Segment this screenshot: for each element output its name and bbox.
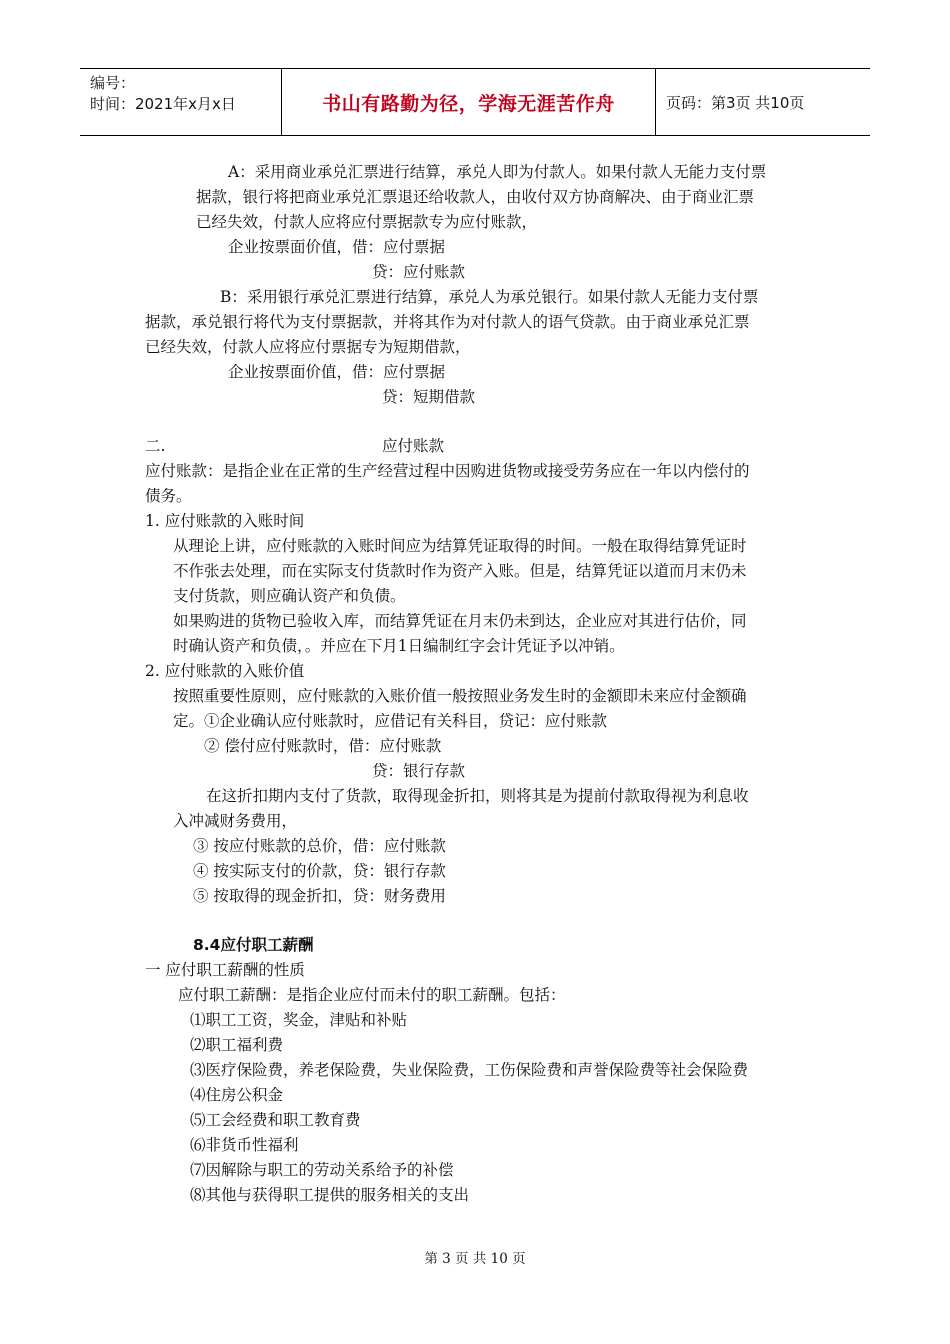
list-item: ④ 按实际支付的价款，贷：银行存款 [193, 862, 446, 880]
section-title: 8.4应付职工薪酬 [193, 936, 314, 954]
journal-entry-credit: 贷：应付账款 [372, 263, 466, 281]
header-meta [80, 69, 281, 135]
list-item: ⑷住房公积金 [190, 1086, 284, 1104]
paragraph-line: 已经失效，付款人应将应付票据专为短期借款， [145, 338, 471, 356]
paragraph-line: 应付职工薪酬：是指企业应付而未付的职工薪酬。包括： [178, 986, 566, 1004]
document-date: 时间：2021年x月x日 [90, 95, 236, 113]
paragraph-line: B：采用银行承兑汇票进行结算，承兑人为承兑银行。如果付款人无能力支付票 [220, 288, 759, 306]
journal-entry-debit: ② 偿付应付账款时，借：应付账款 [204, 737, 442, 755]
paragraph-line: 在这折扣期内支付了货款，取得现金折扣，则将其是为提前付款取得视为利息收 [206, 787, 749, 805]
paragraph-line: 据款，银行将把商业承兑汇票退还给收款人，由收付双方协商解决、由于商业汇票 [196, 188, 755, 206]
paragraph-line: 债务。 [145, 487, 192, 505]
journal-entry-debit: 企业按票面价值，借：应付票据 [228, 238, 446, 256]
paragraph-line: 应付账款：是指企业在正常的生产经营过程中因购进货物或接受劳务应在一年以内偿付的 [145, 462, 750, 480]
page-footer: 第 3 页 共 10 页 [424, 1251, 526, 1267]
header-page-info: 页码：第3页 共10页 [666, 93, 805, 112]
paragraph-line: A：采用商业承兑汇票进行结算，承兑人即为付款人。如果付款人无能力支付票 [228, 163, 767, 181]
journal-entry-credit: 贷：短期借款 [382, 388, 476, 406]
list-item: ⑶医疗保险费，养老保险费，失业保险费，工伤保险费和声誉保险费等社会保险费 [190, 1061, 749, 1079]
list-item: ⑴职工工资，奖金，津贴和补贴 [190, 1011, 408, 1029]
list-item: ③ 按应付账款的总价，借：应付账款 [193, 837, 446, 855]
journal-entry-debit: 企业按票面价值，借：应付票据 [228, 363, 446, 381]
paragraph-line: 入冲减财务费用， [173, 812, 298, 830]
paragraph-line: 从理论上讲，应付账款的入账时间应为结算凭证取得的时间。一般在取得结算凭证时 [173, 537, 747, 555]
section-heading: 应付账款 [382, 437, 445, 455]
paragraph-line: 时确认资产和负债，。并应在下月1日编制红字会计凭证予以冲销。 [173, 637, 625, 655]
paragraph-line: 已经失效，付款人应将应付票据款专为应付账款， [196, 213, 538, 231]
subsection-heading: 一 应付职工薪酬的性质 [145, 961, 305, 979]
paragraph-line: 据款，承兑银行将代为支付票据款，并将其作为对付款人的语气贷款。由于商业承兑汇票 [145, 313, 750, 331]
section-number: 二. [145, 437, 166, 455]
list-item: ⑺因解除与职工的劳动关系给予的补偿 [190, 1161, 454, 1179]
journal-entry-credit: 贷：银行存款 [372, 762, 466, 780]
list-item: ⑤ 按取得的现金折扣，贷：财务费用 [193, 887, 446, 905]
subsection-heading: 1. 应付账款的入账时间 [145, 512, 305, 530]
list-item: ⑵职工福利费 [190, 1036, 284, 1054]
paragraph-line: 不作张去处理，而在实际支付货款时作为资产入账。但是，结算凭证以道而月末仍未 [173, 562, 747, 580]
page-header [80, 68, 870, 136]
paragraph-line: 定。①企业确认应付账款时，应借记有关科目，贷记：应付账款 [173, 712, 608, 730]
list-item: ⑹非货币性福利 [190, 1136, 299, 1154]
subsection-heading: 2. 应付账款的入账价值 [145, 662, 305, 680]
paragraph-line: 按照重要性原则，应付账款的入账价值一般按照业务发生时的金额即未来应付金额确 [173, 687, 747, 705]
header-motto: 书山有路勤为径，学海无涯苦作舟 [281, 69, 656, 135]
paragraph-line: 如果购进的货物已验收入库，而结算凭证在月末仍未到达，企业应对其进行估价，同 [173, 612, 747, 630]
list-item: ⑻其他与获得职工提供的服务相关的支出 [190, 1186, 470, 1204]
list-item: ⑸工会经费和职工教育费 [190, 1111, 361, 1129]
paragraph-line: 支付货款，则应确认资产和负债。 [173, 587, 406, 605]
document-number-label: 编号： [90, 74, 136, 92]
